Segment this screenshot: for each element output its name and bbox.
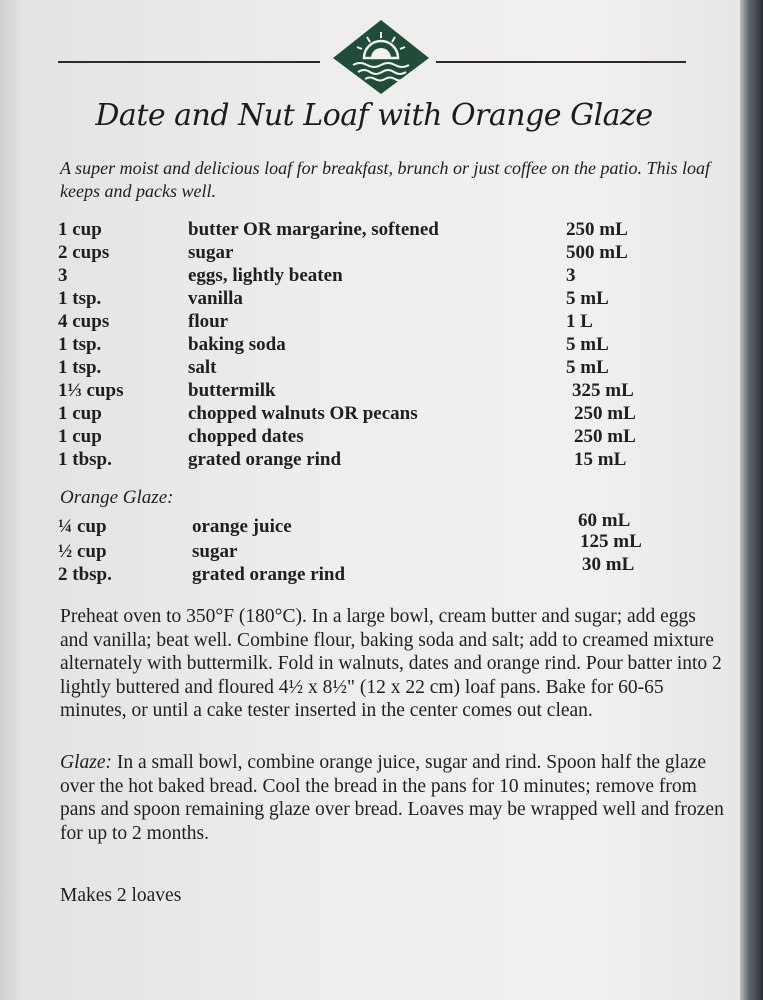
ingredient-metric: 30 mL <box>582 554 635 575</box>
ingredient-quantity: 1⅓ cups <box>58 380 124 401</box>
ingredient-metric: 500 mL <box>566 242 628 263</box>
ingredient-quantity: 1 cup <box>58 403 102 424</box>
ingredient-name: buttermilk <box>188 380 276 401</box>
ingredient-metric: 60 mL <box>578 510 631 531</box>
ingredient-name: orange juice <box>192 516 292 537</box>
ingredient-quantity: 2 tbsp. <box>58 564 112 585</box>
ingredient-quantity: 4 cups <box>58 311 110 332</box>
ingredient-name: vanilla <box>188 288 243 309</box>
ingredient-row <box>58 379 698 402</box>
glaze-ingredient-row <box>58 554 698 586</box>
ingredient-name: butter OR margarine, softened <box>188 219 439 240</box>
ingredient-quantity: 1 cup <box>58 219 102 240</box>
ingredient-row <box>58 402 698 425</box>
ingredient-row <box>58 356 698 379</box>
ingredient-quantity: ½ cup <box>58 541 107 562</box>
glaze-method-paragraph <box>60 751 725 845</box>
ingredient-name: grated orange rind <box>192 564 346 585</box>
method-paragraph: Preheat oven to 350°F (180°C). In a large bowl, cream butter and sugar; add eggs and vanilla; beat well. Combine flour, baking soda and salt; add to creamed mixture alternately with buttermilk. Fold in walnuts, dates and orange rind. Pour batter into 2 lightly buttered and floured 4½ x 8½" (12 x 22 cm) loaf pans. Bake for 60-65 minutes, or until a cake tester inserted in the center comes out clean. <box>60 606 722 722</box>
book-page-edge <box>740 0 763 1000</box>
ingredient-quantity: 1 tsp. <box>58 357 102 378</box>
ingredient-metric: 325 mL <box>572 380 634 401</box>
ingredient-metric: 250 mL <box>566 219 628 240</box>
ingredient-quantity: 2 cups <box>58 242 110 263</box>
ingredient-row <box>58 425 698 448</box>
ingredient-name: chopped walnuts OR pecans <box>188 403 418 424</box>
ingredient-quantity: 3 <box>58 265 68 286</box>
recipe-title: Date and Nut Loaf with Orange Glaze <box>95 98 653 133</box>
ingredient-metric: 5 mL <box>566 288 609 309</box>
ingredient-quantity: 1 cup <box>58 426 102 447</box>
ingredient-metric: 250 mL <box>574 426 636 447</box>
header-rule-left <box>58 61 320 63</box>
ingredient-name: chopped dates <box>188 426 304 447</box>
ingredient-name: salt <box>188 357 217 378</box>
ingredient-name: sugar <box>192 541 238 562</box>
ingredient-metric: 15 mL <box>574 449 627 470</box>
ingredient-name: flour <box>188 311 229 332</box>
ingredient-quantity: 1 tsp. <box>58 334 102 355</box>
ingredient-quantity: 1 tbsp. <box>58 449 112 470</box>
ingredient-name: sugar <box>188 242 234 263</box>
ingredient-row <box>58 241 698 264</box>
ingredient-row <box>58 287 698 310</box>
ingredient-name: eggs, lightly beaten <box>188 265 343 286</box>
ingredient-row <box>58 448 698 471</box>
ingredient-metric: 3 <box>566 265 576 286</box>
header-rule-right <box>436 61 686 63</box>
recipe-intro: A super moist and delicious loaf for breakfast, brunch or just coffee on the patio. This loaf keeps and packs well. <box>60 158 710 201</box>
ingredient-row <box>58 310 698 333</box>
ingredient-row <box>58 218 698 241</box>
glaze-label: Glaze: <box>60 752 112 773</box>
glaze-method-text: In a small bowl, combine orange juice, sugar and rind. Spoon half the glaze over the hot baked bread. Cool the bread in the pans for 10 minutes; remove from pans and spoon remaining glaze over bread. Loaves may be wrapped well and frozen for up to 2 months. <box>60 752 724 844</box>
ingredient-metric: 5 mL <box>566 334 609 355</box>
ingredient-name: baking soda <box>188 334 286 355</box>
ingredient-quantity: ¼ cup <box>58 516 107 537</box>
ingredient-metric: 5 mL <box>566 357 609 378</box>
ingredient-quantity: 1 tsp. <box>58 288 102 309</box>
ingredient-name: grated orange rind <box>188 449 342 470</box>
sunrise-emblem-icon <box>331 18 431 96</box>
ingredient-metric: 1 L <box>566 311 593 332</box>
yield-text: Makes 2 loaves <box>60 885 182 906</box>
ingredient-row <box>58 333 698 356</box>
glaze-heading: Orange Glaze: <box>60 487 174 508</box>
ingredient-metric: 250 mL <box>574 403 636 424</box>
ingredient-row <box>58 264 698 287</box>
ingredient-metric: 125 mL <box>580 531 642 552</box>
